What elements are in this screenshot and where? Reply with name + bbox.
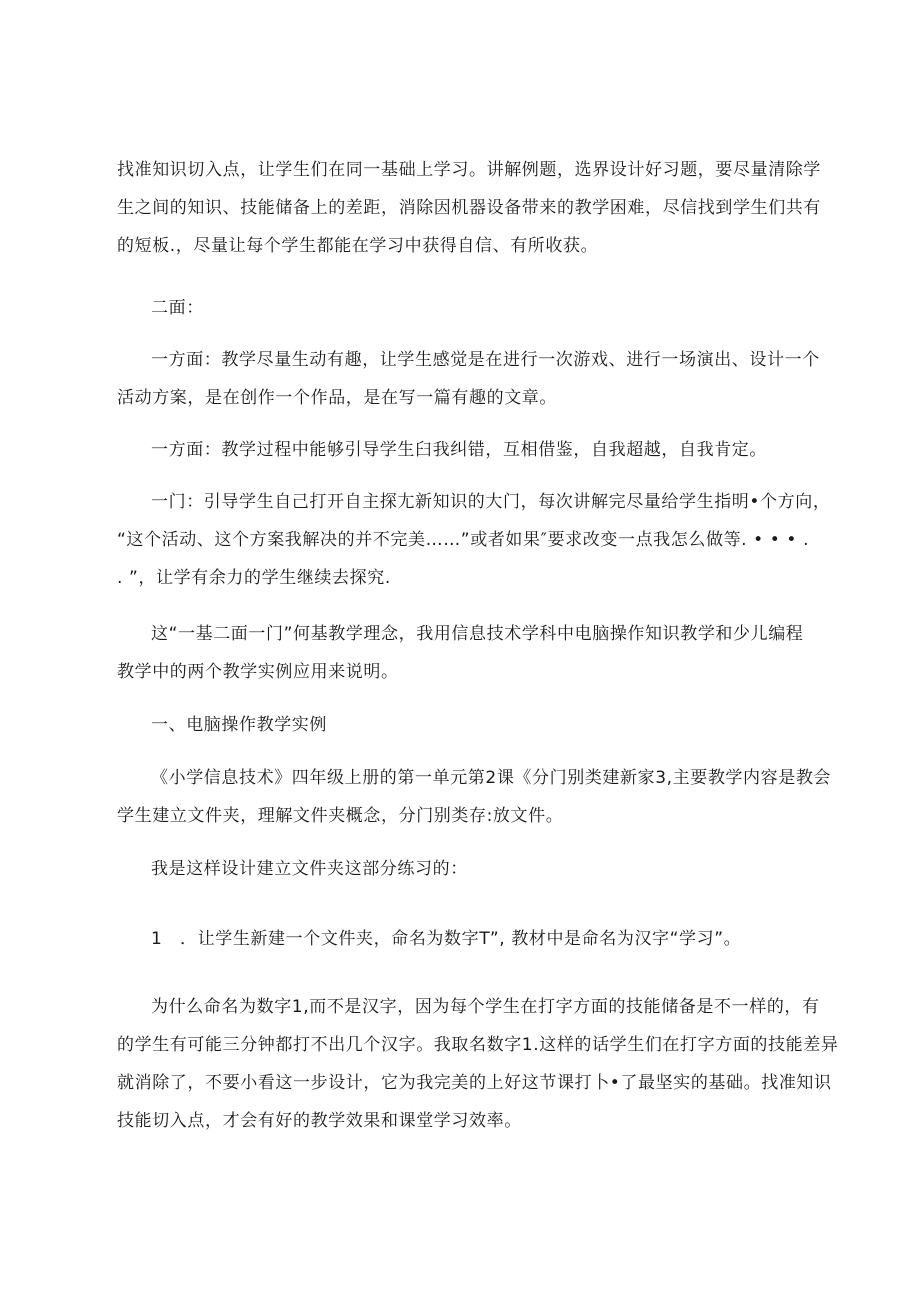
text-line: 二面：: [151, 298, 204, 318]
paragraph-two-aspects-heading: [151, 289, 841, 327]
paragraph-teaching-philosophy: [117, 615, 841, 691]
text-line: 技能切入点，才会有好的教学效果和课堂学习效率。: [117, 1111, 522, 1131]
text-line: 学生建立文件夹，理解文件夹概念，分门别类存:放文件。: [117, 806, 564, 826]
paragraph-knowledge-entry-point: [117, 151, 821, 265]
text-line: 我是这样设计建立文件夹这部分练习的：: [151, 859, 468, 879]
text-line: 《小学信息技术》四年级上册的第一单元第2课《分门别类建新家3,主要教学内容是教会: [151, 768, 832, 788]
text-line: 的短板.，尽量让每个学生都能在学习中获得自信、有所收获。: [117, 236, 599, 256]
text-line: “这个活动、这个方案我解决的并不完美……”或者如果″要求改变一点我怎么做等. • • • .: [117, 530, 810, 550]
paragraph-why-number: [117, 988, 841, 1140]
paragraph-textbook-lesson: [117, 759, 841, 835]
paragraph-aspect-two: [151, 431, 841, 469]
paragraph-one-door: [117, 483, 841, 597]
paragraph-aspect-one: [117, 341, 841, 417]
text-line: 这“一基二面一门”何基教学理念，我用信息技术学科中电脑操作知识教学和少儿编程: [151, 624, 804, 644]
text-line: 一门：引导学生自己打开自主探尢新知识的大门，每次讲解完尽量给学生指明•个方向，: [151, 492, 831, 512]
text-line: 生之间的知识、技能储备上的差距，消除因机器设备带来的教学困难，尽信找到学生们共有: [117, 198, 821, 218]
section-heading-computer-operation: [151, 706, 841, 744]
paragraph-exercise-design: [151, 850, 841, 888]
text-line: 的学生有可能三分钟都打不出几个汉字。我取名数字1.这样的话学生们在打字方面的技能差异: [117, 1035, 839, 1055]
text-line: 活动方案，是在创作一个作品，是在写一篇有趣的文章。: [117, 388, 557, 408]
text-line: 一方面：教学过程中能够引导学生臼我纠错，互相借鉴，自我超越，自我肯定。: [151, 440, 767, 460]
text-line: . ”，让学有余力的学生继续去探究.: [117, 568, 391, 588]
list-item-step-1: [151, 920, 841, 958]
text-line: 就消除了，不要小看这一步设计，它为我完美的上好这节课打卜•了最坚实的基础。找准知识: [117, 1073, 832, 1093]
text-line: 一、电脑操作教学实例: [151, 715, 327, 735]
text-line: 为什么命名为数字1,而不是汉字，因为每个学生在打字方面的技能储备是不一样的，有: [151, 997, 820, 1017]
text-line: 一方面：教学尽量生动有趣，让学生感觉是在进行一次游戏、进行一场演出、设计一个: [151, 350, 820, 370]
text-line: 1 ．让学生新建一个文件夹，命名为数字T”, 教材中是命名为汉字“学习”。: [151, 929, 742, 949]
text-line: 教学中的两个教学实例应用来说明。: [117, 662, 399, 682]
text-line: 找准知识切入点，让学生们在同一基础上学习。讲解例题，选界设计好习题，要尽量清除学: [117, 160, 821, 180]
